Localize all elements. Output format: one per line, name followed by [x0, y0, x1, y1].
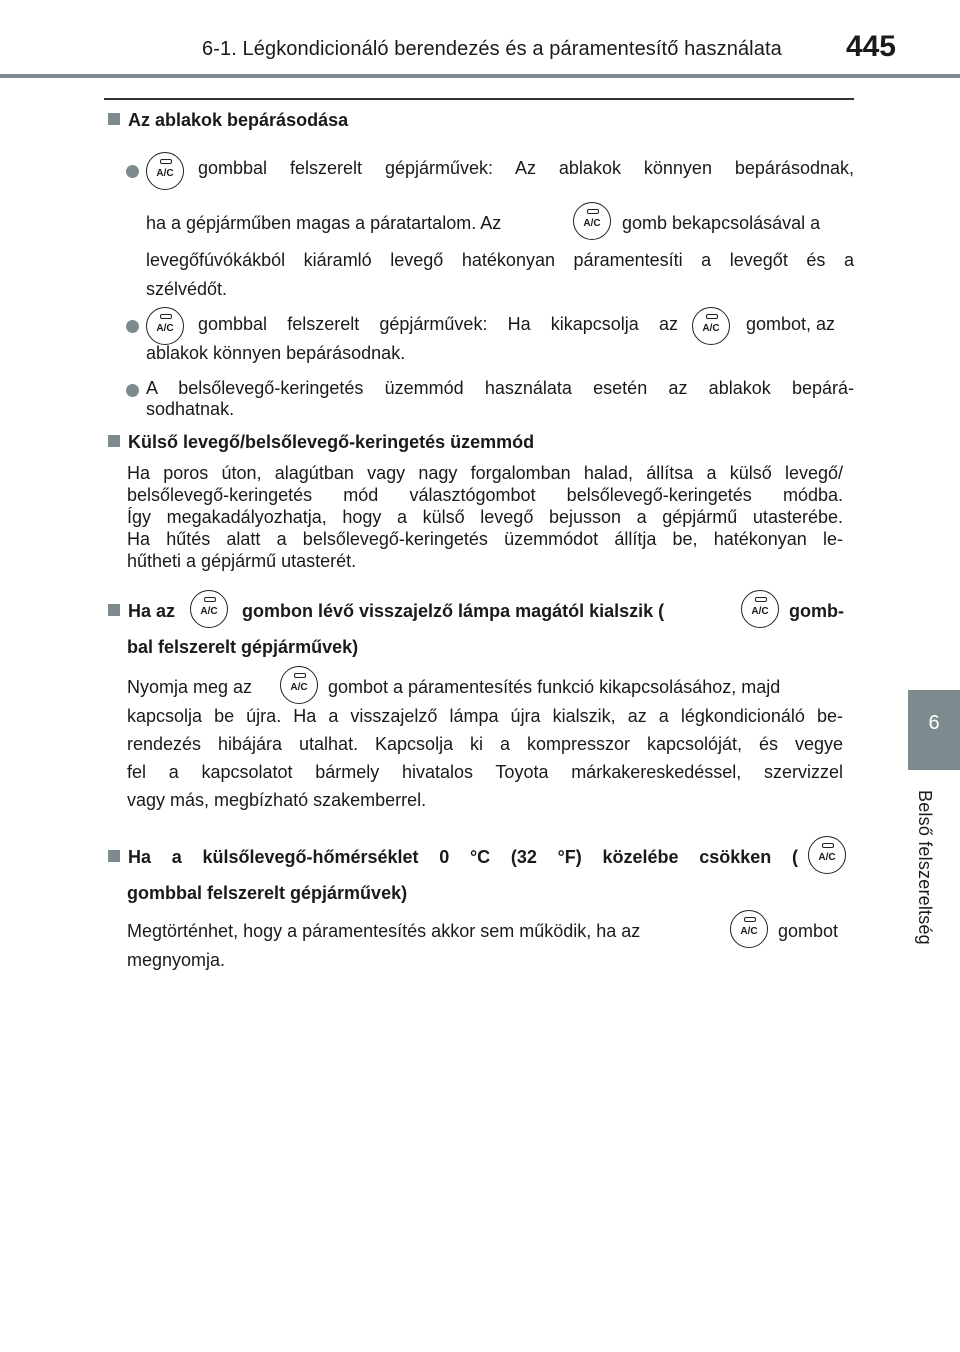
text-line: rendezés hibájára utalhat. Kapcsolja ki a kompresszor kapcsolóját, és vegye — [127, 734, 843, 754]
heading-text: Külső levegő/belsőlevegő-keringetés üzemmód — [128, 432, 535, 452]
heading-text: gombon lévő visszajelző lámpa magától kialszik ( — [242, 601, 665, 621]
ac-button-icon: A/C — [741, 590, 779, 628]
ac-button-icon: A/C — [573, 202, 611, 240]
bullet-dot-icon — [126, 165, 139, 178]
chapter-label-box — [906, 790, 946, 990]
chapter-label: Belső felszereltség — [915, 790, 935, 945]
heading-square-icon — [108, 435, 120, 447]
text-line: A belsőlevegő-keringetés üzemmód használata esetén az ablakok bepárá- — [146, 378, 854, 398]
ac-button-icon: A/C — [280, 666, 318, 704]
ac-button-icon: A/C — [808, 836, 846, 874]
bullet-dot-icon — [126, 320, 139, 333]
heading-square-icon — [108, 113, 120, 125]
text-line: vagy más, megbízható szakemberrel. — [127, 790, 427, 810]
heading-text: bal felszerelt gépjárművek) — [127, 637, 359, 657]
text-line: szélvédőt. — [146, 279, 228, 299]
text-line: gombbal felszerelt gépjárművek: Ha kikapcsolja az — [198, 314, 678, 334]
text-line: Nyomja meg az — [127, 677, 253, 697]
text-line: levegőfúvókákból kiáramló levegő hatékonyan páramentesíti a levegőt és a — [146, 250, 854, 270]
text-line: gombot — [778, 921, 839, 941]
text-line: hűtheti a gépjármű utasterét. — [127, 551, 357, 571]
text-line: gomb bekapcsolásával a — [622, 213, 821, 233]
heading-fogging — [108, 110, 348, 131]
page-number: 445 — [845, 30, 896, 63]
text-line: Ha poros úton, alagútban vagy nagy forgalomban halad, állítsa a külső levegő/ — [127, 463, 843, 483]
heading-square-icon — [108, 604, 120, 616]
text-line: Ha hűtés alatt a belsőlevegő-keringetés üzemmódot állítja be, hatékonyan le- — [127, 529, 843, 549]
text-line: Így megakadályozhatja, hogy a külső levegő bejusson a gépjármű utasterébe. — [127, 507, 843, 527]
heading-text: Ha az — [128, 601, 176, 621]
section-rule — [104, 98, 854, 100]
text-line: ablakok könnyen bepárásodnak. — [146, 343, 406, 363]
text-line: Megtörténhet, hogy a páramentesítés akkor sem működik, ha az — [127, 921, 641, 941]
heading-text: gomb- — [789, 601, 844, 621]
chapter-number: 6 — [928, 712, 940, 734]
ac-button-icon: A/C — [190, 590, 228, 628]
heading-recirculation — [108, 432, 534, 453]
text-line: gombot, az — [746, 314, 836, 334]
page-header-title: 6-1. Légkondicionáló berendezés és a páramentesítő használata — [202, 38, 782, 60]
chapter-tab — [908, 690, 960, 770]
bullet-dot-icon — [126, 384, 139, 397]
ac-button-icon: A/C — [692, 307, 730, 345]
text-line: megnyomja. — [127, 950, 226, 970]
text-line: gombbal felszerelt gépjárművek: Az ablakok könnyen bepárásodnak, — [198, 158, 854, 178]
heading-text: Az ablakok bepárásodása — [128, 110, 349, 130]
heading-text: Ha a külsőlevegő-hőmérséklet 0 °C (32 °F) közelébe csökken ( — [128, 847, 798, 867]
heading-cold — [108, 847, 798, 868]
text-line: kapcsolja be újra. Ha a visszajelző lámpa újra kialszik, az a légkondicionáló be- — [127, 706, 843, 726]
heading-text: gombbal felszerelt gépjárművek) — [127, 883, 408, 903]
heading-indicator — [108, 601, 175, 622]
text-line: sodhatnak. — [146, 399, 235, 419]
text-line: belsőlevegő-keringetés mód választógombot belsőlevegő-keringetés módba. — [127, 485, 843, 505]
header-rule — [0, 74, 960, 78]
ac-button-icon: A/C — [146, 152, 184, 190]
text-line: fel a kapcsolatot bármely hivatalos Toyota márkakereskedéssel, szervizzel — [127, 762, 843, 782]
ac-button-icon: A/C — [730, 910, 768, 948]
ac-button-icon: A/C — [146, 307, 184, 345]
heading-square-icon — [108, 850, 120, 862]
text-line: gombot a páramentesítés funkció kikapcsolásához, majd — [328, 677, 781, 697]
text-line: ha a gépjárműben magas a páratartalom. Az — [146, 213, 502, 233]
